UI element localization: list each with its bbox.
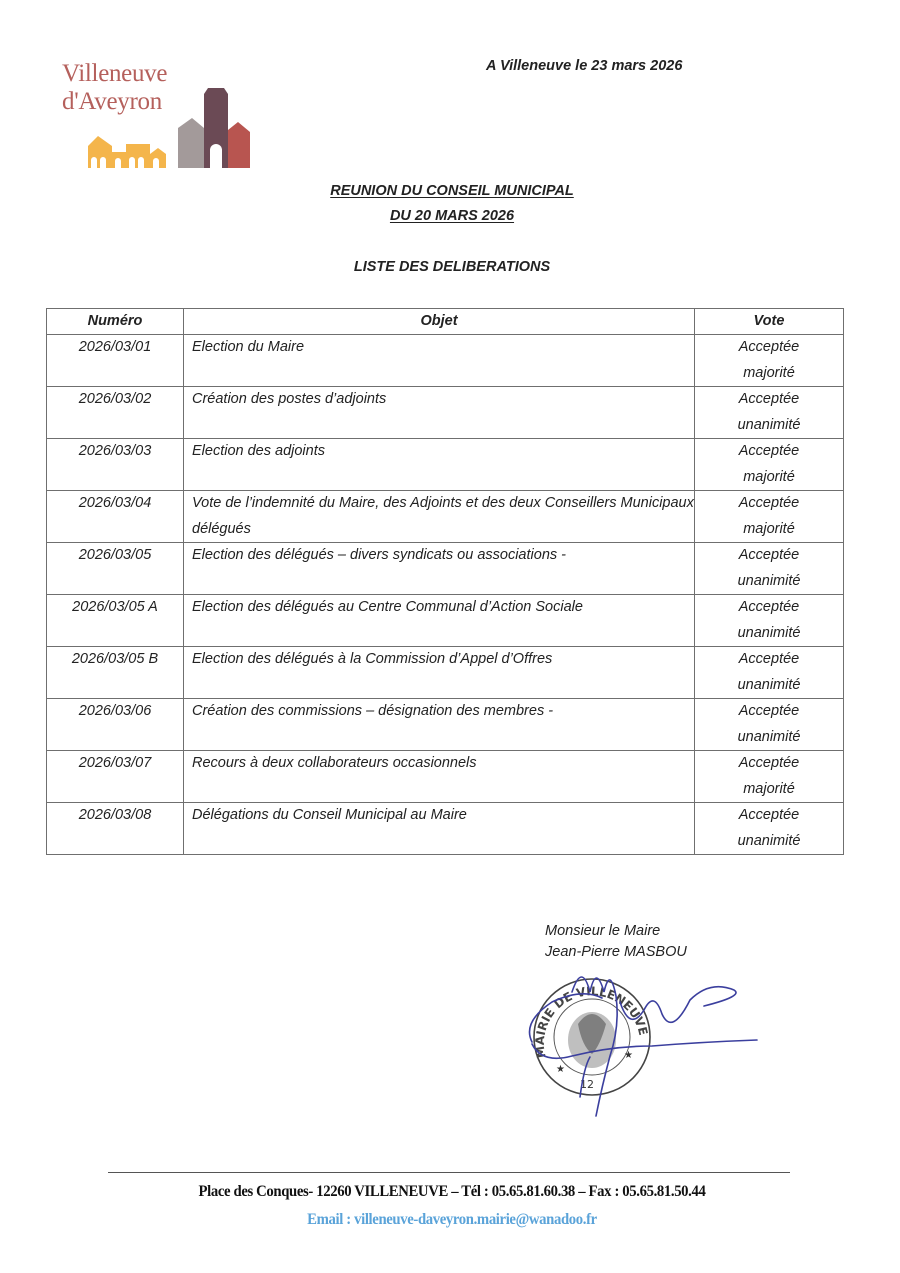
cell-numero: 2026/03/06 xyxy=(47,699,184,751)
vote-result: Acceptée xyxy=(738,807,800,823)
table-row xyxy=(47,335,844,387)
signature-block xyxy=(545,921,687,963)
column-header-numero: Numéro xyxy=(47,309,184,335)
vote-result: Acceptée xyxy=(738,599,800,615)
cell-numero: 2026/03/05 xyxy=(47,543,184,595)
cell-vote xyxy=(695,699,844,751)
svg-text:★: ★ xyxy=(624,1050,633,1061)
table-row xyxy=(47,751,844,803)
table-row xyxy=(47,595,844,647)
handwritten-signature-icon xyxy=(530,977,758,1116)
vote-type: unanimité xyxy=(737,676,801,693)
municipality-logo xyxy=(58,60,258,170)
meeting-date: DU 20 MARS 2026 xyxy=(389,208,515,224)
cell-vote xyxy=(695,387,844,439)
vote-type: majorité xyxy=(743,468,795,485)
cell-numero: 2026/03/05 B xyxy=(47,647,184,699)
cell-numero: 2026/03/01 xyxy=(47,335,184,387)
cell-objet: Election des adjoints xyxy=(184,439,695,491)
cell-vote xyxy=(695,335,844,387)
vote-result: Acceptée xyxy=(738,703,800,719)
vote-type: unanimité xyxy=(737,728,801,745)
vote-result: Acceptée xyxy=(738,339,800,355)
cell-numero: 2026/03/03 xyxy=(47,439,184,491)
mairie-stamp-icon xyxy=(533,979,650,1095)
footer-divider xyxy=(108,1172,790,1173)
svg-text:★: ★ xyxy=(556,1064,565,1075)
cell-numero: 2026/03/02 xyxy=(47,387,184,439)
vote-type: unanimité xyxy=(737,416,801,433)
table-row xyxy=(47,543,844,595)
vote-type: unanimité xyxy=(737,572,801,589)
cell-vote xyxy=(695,439,844,491)
cell-vote xyxy=(695,803,844,855)
vote-type: unanimité xyxy=(737,624,801,641)
table-row xyxy=(47,387,844,439)
vote-type: majorité xyxy=(743,364,795,381)
list-title: LISTE DES DELIBERATIONS xyxy=(353,259,551,275)
cell-objet: Election du Maire xyxy=(184,335,695,387)
meeting-title: REUNION DU CONSEIL MUNICIPAL xyxy=(330,183,574,199)
village-skyline-icon xyxy=(86,84,256,168)
deliberations-table xyxy=(46,308,844,855)
vote-result: Acceptée xyxy=(738,391,800,407)
cell-objet: Création des commissions – désignation des membres - xyxy=(184,699,695,751)
cell-vote xyxy=(695,751,844,803)
footer-address: Place des Conques- 12260 VILLENEUVE – Tél : 05.65.81.60.38 – Fax : 05.65.81.50.44 xyxy=(198,1183,706,1200)
table-row xyxy=(47,647,844,699)
svg-text:12: 12 xyxy=(580,1078,594,1091)
cell-numero: 2026/03/07 xyxy=(47,751,184,803)
signatory-name: Jean-Pierre MASBOU xyxy=(545,944,687,960)
table-row xyxy=(47,491,844,543)
vote-result: Acceptée xyxy=(738,547,800,563)
cell-objet: Vote de l’indemnité du Maire, des Adjoints et des deux Conseillers Municipaux délégués xyxy=(184,491,695,543)
footer-email[interactable]: Email : villeneuve-daveyron.mairie@wanadoo.fr xyxy=(307,1211,597,1228)
table-row xyxy=(47,803,844,855)
vote-type: unanimité xyxy=(737,832,801,849)
cell-vote xyxy=(695,491,844,543)
cell-objet: Recours à deux collaborateurs occasionnels xyxy=(184,751,695,803)
signatory-title: Monsieur le Maire xyxy=(545,923,661,939)
svg-text:MAIRIE DE VILLENEUVE: MAIRIE DE VILLENEUVE xyxy=(532,984,651,1060)
cell-objet: Création des postes d’adjoints xyxy=(184,387,695,439)
vote-result: Acceptée xyxy=(738,443,800,459)
table-row xyxy=(47,439,844,491)
cell-vote xyxy=(695,595,844,647)
vote-result: Acceptée xyxy=(738,651,800,667)
date-line: A Villeneuve le 23 mars 2026 xyxy=(486,58,683,74)
logo-line-1: Villeneuve xyxy=(62,60,168,87)
cell-numero: 2026/03/08 xyxy=(47,803,184,855)
cell-vote xyxy=(695,543,844,595)
column-header-vote: Vote xyxy=(695,309,844,335)
official-stamp-and-signature xyxy=(520,962,770,1127)
vote-type: majorité xyxy=(743,520,795,537)
cell-objet: Election des délégués à la Commission d’Appel d’Offres xyxy=(184,647,695,699)
vote-result: Acceptée xyxy=(738,495,800,511)
vote-result: Acceptée xyxy=(738,755,800,771)
column-header-objet: Objet xyxy=(184,309,695,335)
cell-objet: Election des délégués au Centre Communal d’Action Sociale xyxy=(184,595,695,647)
cell-numero: 2026/03/05 A xyxy=(47,595,184,647)
vote-type: majorité xyxy=(743,780,795,797)
cell-objet: Délégations du Conseil Municipal au Maire xyxy=(184,803,695,855)
cell-objet: Election des délégués – divers syndicats ou associations - xyxy=(184,543,695,595)
table-row xyxy=(47,699,844,751)
cell-numero: 2026/03/04 xyxy=(47,491,184,543)
logo-line-2: d'Aveyron xyxy=(62,88,162,115)
table-header-row xyxy=(47,309,844,335)
cell-vote xyxy=(695,647,844,699)
